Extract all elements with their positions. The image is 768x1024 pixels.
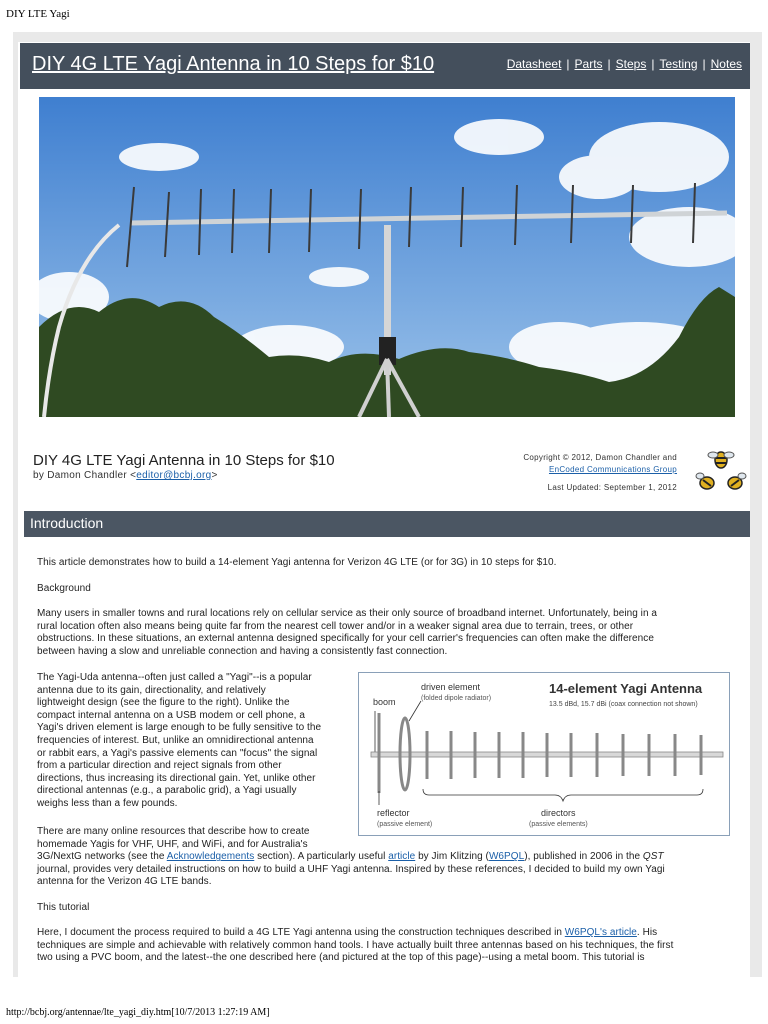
background-heading: Background (37, 583, 91, 594)
text-line: Yagi's driven element is large enough to be fully sensitive to the (37, 722, 322, 734)
print-header: DIY LTE Yagi (6, 8, 70, 20)
text-line: homemade Yagis for VHF, UHF, and WiFi, and for Australia's (37, 838, 308, 850)
text-fragment: by Jim Klitzing ( (415, 851, 489, 863)
text-line: or rabbit ears, a Yagi's passive elements can "focus" the signal (37, 747, 318, 759)
org-link[interactable]: EnCoded Communications Group (548, 465, 677, 474)
background-paragraph-2 (37, 672, 355, 811)
article-byline (33, 470, 218, 481)
text-line: There are many online resources that describe how to create (37, 826, 310, 837)
byline-end: > (211, 470, 218, 481)
hero-photo (39, 97, 735, 417)
background-paragraph-1 (37, 608, 727, 658)
text-fragment: 3G/NextG networks (see the (37, 851, 167, 863)
text-line: frequencies of interest. But, unlike an omnidirectional antenna (37, 734, 314, 746)
text-line: two using a PVC boom, and the latest--the one described here (and pictured at the top of this page)--using a metal boom. This tutorial is (37, 952, 645, 964)
nav-datasheet[interactable]: Datasheet (506, 57, 562, 71)
text-line: compact internal antenna on a USB modem or cell phone, a (37, 709, 305, 721)
tutorial-paragraph (37, 927, 673, 965)
text-fragment: Here, I document the process required to build a 4G LTE Yagi antenna using the construction techniques described in (37, 927, 565, 938)
article-title: DIY 4G LTE Yagi Antenna in 10 Steps for $10 (33, 452, 335, 469)
nav-steps[interactable]: Steps (615, 57, 647, 71)
label-driven-sub: (folded dipole radiator) (421, 695, 492, 702)
text-line: The Yagi-Uda antenna--often just called a "Yagi"--is a popular (37, 672, 312, 683)
email-link[interactable]: editor@bcbj.org (136, 470, 212, 481)
section-title: Introduction (30, 515, 104, 531)
label-directors: directors (541, 808, 576, 818)
qst-journal-name: QST (642, 851, 664, 863)
top-nav (507, 57, 742, 71)
background-paragraph-3 (37, 826, 665, 889)
text-line: between having a slow and unreliable connection and having a consistently fast connection. (37, 645, 448, 657)
figure-subtitle: 13.5 dBd, 15.7 dBi (coax connection not shown) (549, 701, 698, 708)
byline-author: by Damon Chandler < (33, 470, 137, 481)
w6pql-article-link[interactable]: W6PQL's article (564, 927, 637, 938)
copyright-block (523, 452, 677, 494)
nav-separator: | (651, 57, 655, 71)
yagi-diagram-figure (358, 672, 730, 836)
banner-title-link[interactable]: DIY 4G LTE Yagi Antenna in 10 Steps for $10 (32, 53, 435, 75)
nav-separator: | (607, 57, 611, 71)
tutorial-heading: This tutorial (37, 902, 90, 913)
figure-title: 14-element Yagi Antenna (549, 681, 703, 696)
text-line: Many users in smaller towns and rural locations rely on cellular service as their only source of broadband internet. Unfortunately, being in a (37, 608, 658, 619)
label-reflector-sub: (passive element) (377, 821, 433, 828)
text-line: weighs less than a few pounds. (37, 797, 178, 809)
text-line (37, 927, 673, 940)
intro-lead: This article demonstrates how to build a 14-element Yagi antenna for Verizon 4G LTE (or for 3G) in 10 steps for $10. (37, 557, 557, 568)
article-link[interactable]: article (388, 851, 416, 863)
text-line: rural location often also means being quite far from the nearest cell tower and/or in a weaker signal area due to terrain, trees, or other (37, 620, 634, 632)
bee-logo-icon (694, 446, 748, 496)
nav-separator: | (566, 57, 570, 71)
print-footer-url: http://bcbj.org/antennae/lte_yagi_diy.htm[10/7/2013 1:27:19 AM] (6, 1007, 270, 1018)
w6pql-link[interactable]: W6PQL (488, 851, 525, 863)
text-line: directions, thus increasing its directional gain. Yet, unlike other (37, 772, 316, 784)
label-driven-element: driven element (421, 682, 481, 692)
last-updated: Last Updated: September 1, 2012 (547, 483, 677, 492)
text-line: obstructions. In these situations, an external antenna designed specifically for your cell carrier's frequencies can often make the difference (37, 633, 654, 645)
nav-notes[interactable]: Notes (710, 57, 742, 71)
text-fragment: section). A particularly useful (254, 851, 389, 863)
text-line: lightweight design (see the figure to the right). Unlike the (37, 697, 290, 709)
copyright-text: Copyright © 2012, Damon Chandler and (523, 453, 677, 462)
nav-testing[interactable]: Testing (659, 57, 698, 71)
text-line: antenna for the Verizon 4G LTE bands. (37, 876, 212, 888)
section-header-introduction (24, 511, 750, 537)
nav-parts[interactable]: Parts (574, 57, 603, 71)
text-line: techniques are simple and achievable with relatively common hand tools. I have actually built three antennas based on his techniques, the first (37, 939, 674, 951)
text-line: from a particular direction and reject signals from other (37, 760, 282, 772)
nav-separator: | (702, 57, 706, 71)
label-reflector: reflector (377, 808, 410, 818)
text-fragment: ), published in 2006 in the (524, 851, 643, 863)
text-fragment: . His (636, 927, 658, 938)
text-line: directional antennas (e.g., a parabolic grid), a Yagi usually (37, 785, 297, 797)
text-line: antenna due to its gain, directionality, and relatively (37, 684, 266, 696)
text-line: journal, provides very detailed instructions on how to build a UHF Yagi antenna. Inspired by these references, I decided to build my own Yagi (37, 863, 665, 875)
label-directors-sub: (passive elements) (529, 821, 588, 828)
acknowledgements-link[interactable]: Acknowledgements (166, 851, 255, 863)
top-banner (20, 43, 750, 89)
label-boom: boom (373, 697, 396, 707)
text-line (37, 851, 665, 864)
